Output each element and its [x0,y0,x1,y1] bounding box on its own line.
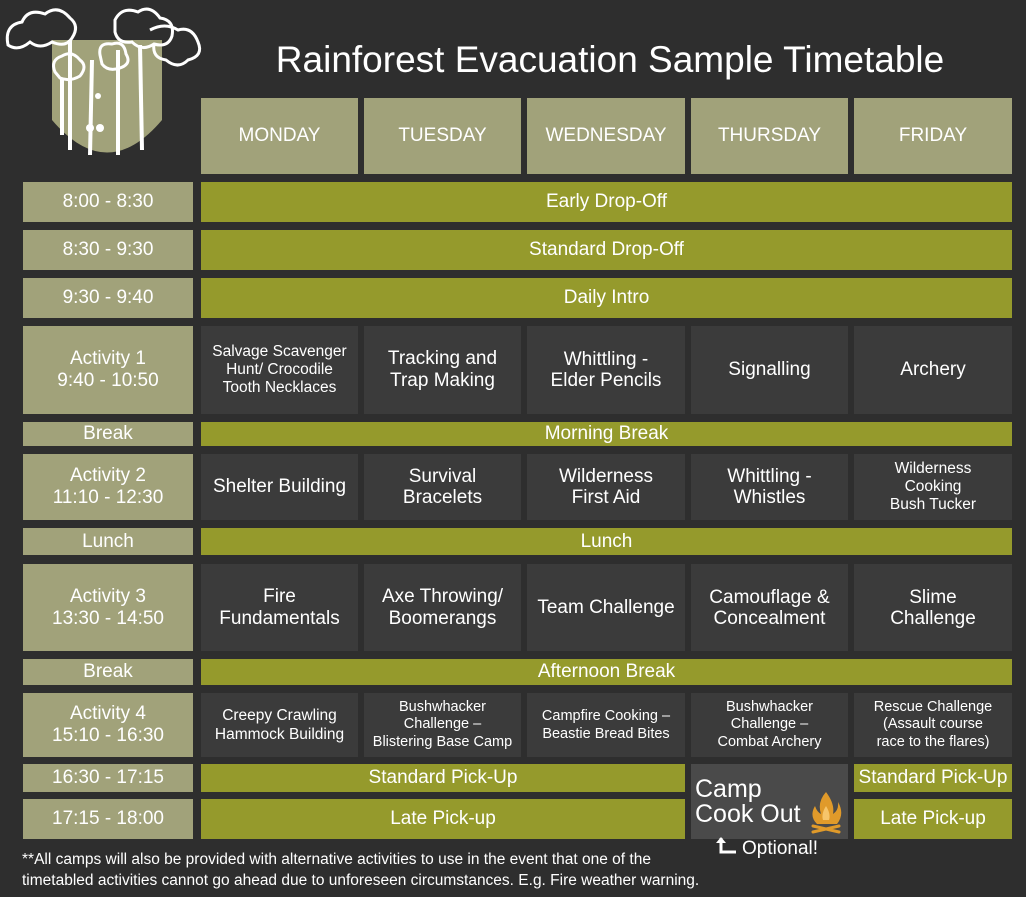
forest-logo [0,0,215,170]
camp-cook-out-line-2: Cook Out [695,800,801,828]
span-afternoon-break: Afternoon Break [201,659,1012,685]
span-late-pick-up: Late Pick-up [201,799,685,839]
time-slot-activity-1: Activity 1 9:40 - 10:50 [23,326,193,414]
page-title: Rainforest Evacuation Sample Timetable [275,39,945,80]
activity-3-thursday: Camouflage & Concealment [691,564,848,651]
activity-2-thursday: Whittling - Whistles [691,454,848,520]
day-header-wednesday: WEDNESDAY [527,98,685,174]
camp-cook-out-line-1: Camp [695,775,762,803]
footer-note: **All camps will also be provided with alternative activities to use in the event that one of the timetabled activities cannot go ahead due to unforeseen circumstances. E.g. Fire weather warning. [22,851,700,889]
time-slot-activity-4: Activity 4 15:10 - 16:30 [23,693,193,757]
activity-1-monday: Salvage Scavenger Hunt/ Crocodile Tooth Necklaces [201,326,358,414]
day-header-friday: FRIDAY [854,98,1012,174]
activity-1-thursday: Signalling [691,326,848,414]
span-standard-pick-up: Standard Pick-Up [201,764,685,792]
time-slot-early: 8:00 - 8:30 [23,182,193,222]
span-friday-standard-pick-up: Standard Pick-Up [854,764,1012,792]
activity-3-friday: Slime Challenge [854,564,1012,651]
activity-1-wednesday: Whittling - Elder Pencils [527,326,685,414]
activity-2-friday: Wilderness Cooking Bush Tucker [854,454,1012,520]
time-slot-late-pickup: 17:15 - 18:00 [23,799,193,839]
camp-cook-out-box [691,764,848,839]
day-header-tuesday: TUESDAY [364,98,521,174]
span-lunch: Lunch [201,528,1012,555]
time-slot-activity-2: Activity 2 11:10 - 12:30 [23,454,193,520]
activity-4-friday: Rescue Challenge (Assault course race to the flares) [854,693,1012,757]
activity-2-wednesday: Wilderness First Aid [527,454,685,520]
span-standard-drop-off: Standard Drop-Off [201,230,1012,270]
activity-4-wednesday: Campfire Cooking – Beastie Bread Bites [527,693,685,757]
span-friday-late-pick-up: Late Pick-up [854,799,1012,839]
time-slot-break-2: Break [23,659,193,685]
time-slot-activity-3: Activity 3 13:30 - 14:50 [23,564,193,651]
activity-1-tuesday: Tracking and Trap Making [364,326,521,414]
activity-2-tuesday: Survival Bracelets [364,454,521,520]
campfire-icon [809,790,843,834]
time-slot-standard-pickup: 16:30 - 17:15 [23,764,193,792]
time-slot-intro: 9:30 - 9:40 [23,278,193,318]
activity-2-monday: Shelter Building [201,454,358,520]
time-slot-standard: 8:30 - 9:30 [23,230,193,270]
span-daily-intro: Daily Intro [201,278,1012,318]
activity-4-monday: Creepy Crawling Hammock Building [201,693,358,757]
time-slot-lunch: Lunch [23,528,193,555]
day-header-monday: MONDAY [201,98,358,174]
activity-1-friday: Archery [854,326,1012,414]
optional-label: Optional! [742,838,819,859]
span-morning-break: Morning Break [201,422,1012,446]
activity-3-wednesday: Team Challenge [527,564,685,651]
activity-3-tuesday: Axe Throwing/ Boomerangs [364,564,521,651]
span-early-drop-off: Early Drop-Off [201,182,1012,222]
time-slot-break-1: Break [23,422,193,446]
day-header-thursday: THURSDAY [691,98,848,174]
activity-3-monday: Fire Fundamentals [201,564,358,651]
activity-4-thursday: Bushwhacker Challenge – Combat Archery [691,693,848,757]
activity-4-tuesday: Bushwhacker Challenge – Blistering Base Camp [364,693,521,757]
